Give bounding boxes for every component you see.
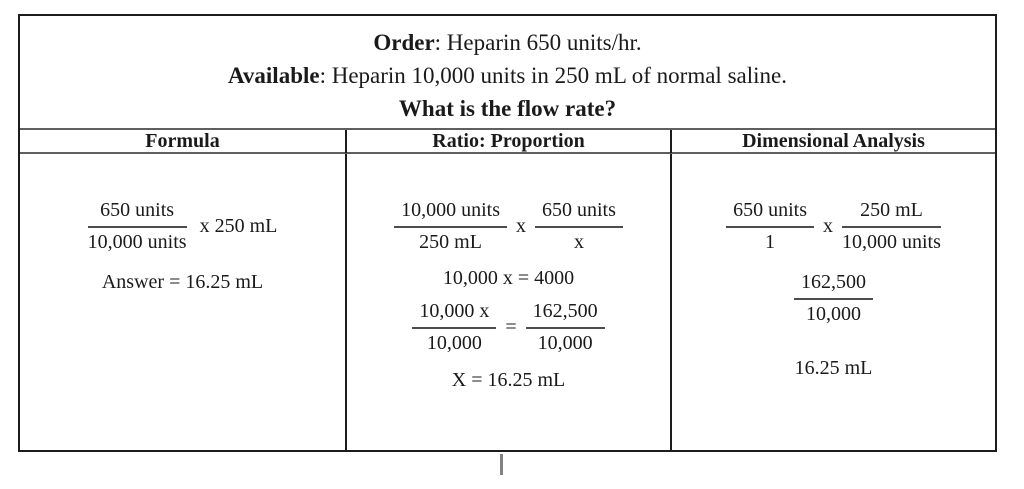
ratio-fraction-2-numerator: 650 units (535, 199, 623, 228)
ratio-equation-1 (394, 199, 623, 254)
dimensional-fraction-3-numerator: 162,500 (794, 271, 873, 300)
method-header-row (20, 128, 995, 154)
ratio-answer: X = 16.25 mL (451, 369, 566, 391)
dimensional-multiply-operator: x (823, 215, 833, 237)
dimensional-analysis-cell (670, 154, 995, 450)
ratio-fraction-4-numerator: 162,500 (526, 300, 605, 329)
dimensional-equation-1 (726, 199, 941, 254)
ratio-fraction-1-numerator: 10,000 units (394, 199, 507, 228)
ratio-fraction-3 (412, 300, 496, 355)
available-label: Available (228, 63, 320, 88)
available-line (20, 59, 995, 92)
ratio-fraction-3-denominator: 10,000 (426, 332, 482, 354)
dimensional-answer: 16.25 mL (794, 357, 873, 379)
text-cursor (500, 454, 503, 475)
formula-fraction (88, 199, 187, 254)
available-text: : Heparin 10,000 units in 250 mL of normal saline. (319, 63, 787, 88)
question-line: What is the flow rate? (398, 96, 617, 121)
dimensional-fraction-1 (726, 199, 814, 254)
formula-equation (88, 199, 278, 254)
dimensional-fraction-1-numerator: 650 units (726, 199, 814, 228)
dimensional-fraction-3 (794, 271, 873, 326)
formula-answer: Answer = 16.25 mL (101, 271, 264, 293)
order-label: Order (373, 30, 435, 55)
formula-fraction-numerator: 650 units (88, 199, 187, 228)
ratio-fraction-3-numerator: 10,000 x (412, 300, 496, 329)
problem-statement-cell (20, 16, 995, 128)
ratio-equation-3 (412, 300, 604, 355)
formula-cell (20, 154, 345, 450)
dimensional-fraction-1-denominator: 1 (765, 231, 776, 253)
dimensional-fraction-2 (842, 199, 941, 254)
column-header-dimensional-analysis: Dimensional Analysis (670, 130, 995, 153)
calculation-table (18, 14, 997, 452)
method-content-row (20, 154, 995, 450)
ratio-cross-multiply-step: 10,000 x = 4000 (442, 267, 575, 289)
dimensional-fraction-3-denominator: 10,000 (806, 303, 861, 325)
ratio-equals-operator: = (505, 316, 517, 338)
dimensional-result-fraction-row (794, 271, 873, 326)
dimensional-fraction-2-denominator: 10,000 units (842, 231, 941, 253)
order-text: : Heparin 650 units/hr. (434, 30, 642, 55)
ratio-fraction-2-denominator: x (573, 231, 584, 253)
ratio-fraction-4 (526, 300, 605, 355)
dimensional-fraction-2-numerator: 250 mL (842, 199, 941, 228)
ratio-fraction-1-denominator: 250 mL (419, 231, 482, 253)
column-header-formula: Formula (145, 130, 220, 152)
ratio-fraction-4-denominator: 10,000 (537, 332, 593, 354)
ratio-multiply-operator: x (516, 215, 526, 237)
order-line (20, 26, 995, 59)
column-header-ratio-proportion: Ratio: Proportion (345, 130, 670, 153)
formula-fraction-denominator: 10,000 units (87, 231, 187, 253)
ratio-fraction-2 (535, 199, 623, 254)
formula-multiplier: x 250 mL (199, 215, 278, 237)
ratio-fraction-1 (394, 199, 507, 254)
ratio-proportion-cell (345, 154, 670, 450)
